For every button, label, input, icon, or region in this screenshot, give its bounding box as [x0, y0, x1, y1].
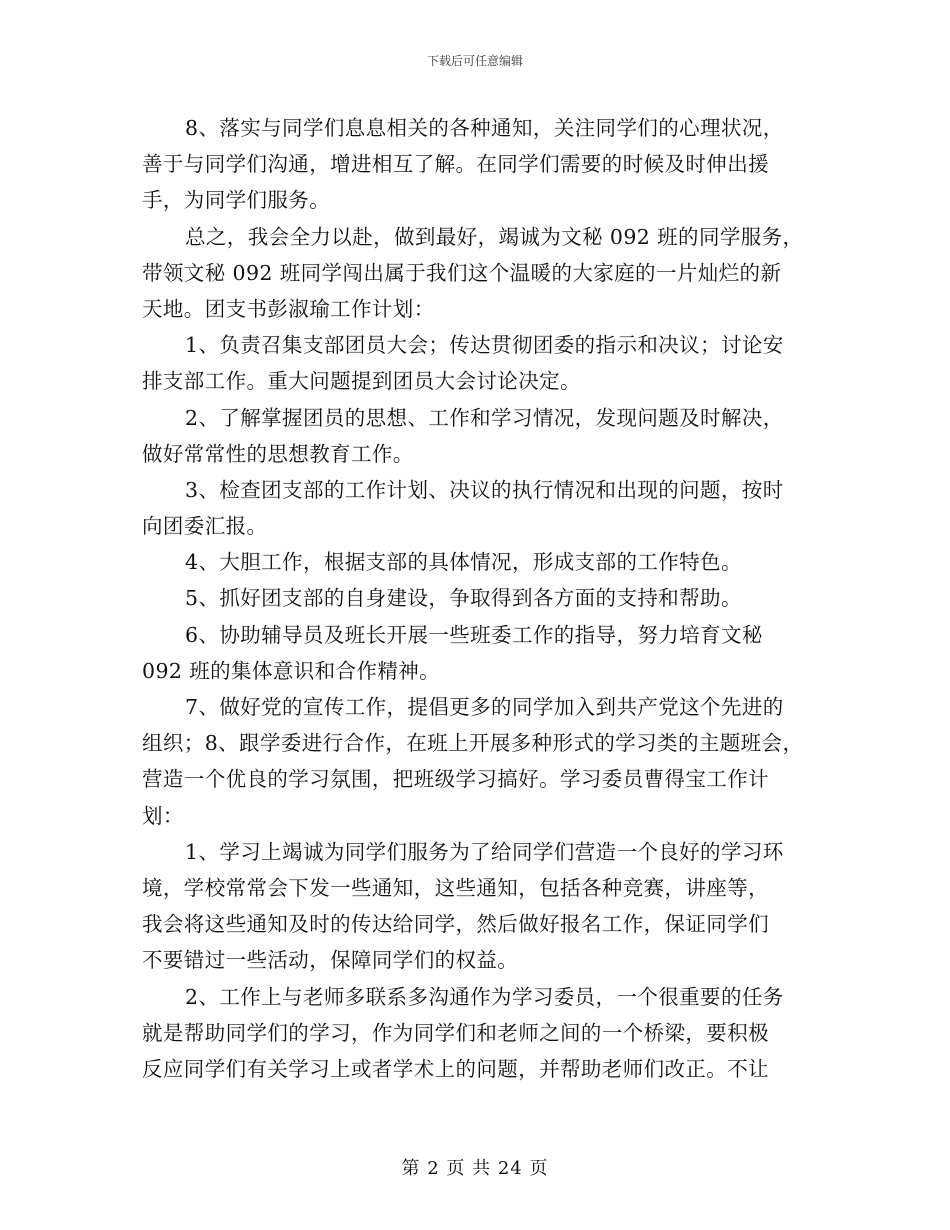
- paragraph-line: 天地。团支书彭淑瑜工作计划：: [142, 296, 435, 321]
- paragraph: [142, 580, 814, 616]
- paragraph: [142, 219, 814, 328]
- paragraph: [142, 617, 814, 689]
- page-number-footer: 第 2 页 共 24 页: [401, 1158, 549, 1179]
- paragraph-line: 092 班的集体意识和合作精神。: [142, 658, 441, 683]
- paragraph-line: 1、学习上竭诚为同学们服务为了给同学们营造一个良好的学习环: [185, 839, 784, 864]
- paragraph-line: 境，学校常常会下发一些通知，这些通知，包括各种竞赛，讲座等，: [142, 875, 769, 900]
- paragraph: [142, 472, 814, 544]
- paragraph-line: 我会将这些通知及时的传达给同学，然后做好报名工作，保证同学们: [142, 912, 769, 937]
- paragraph-line: 反应同学们有关学习上或者学术上的问题，并帮助老师们改正。不让: [142, 1056, 769, 1081]
- paragraph: [142, 544, 814, 580]
- paragraph: [142, 689, 814, 834]
- page-header: 下载后可任意编辑: [426, 54, 523, 68]
- paragraph-line: 2、工作上与老师多联系多沟通作为学习委员，一个很重要的任务: [185, 984, 784, 1009]
- paragraph: [142, 979, 814, 1088]
- paragraph-line: 1、负责召集支部团员大会；传达贯彻团委的指示和决议；讨论安: [185, 333, 784, 358]
- paragraph-line: 4、大胆工作，根据支部的具体情况，形成支部的工作特色。: [185, 550, 742, 575]
- paragraph-line: 8、落实与同学们息息相关的各种通知，关注同学们的心理状况，: [185, 116, 784, 140]
- paragraph: [142, 110, 814, 219]
- paragraph-line: 就是帮助同学们的学习，作为同学们和老师之间的一个桥梁，要积极: [142, 1020, 769, 1045]
- paragraph-line: 善于与同学们沟通，增进相互了解。在同学们需要的时候及时伸出援: [142, 152, 769, 177]
- paragraph-line: 营造一个优良的学习氛围，把班级学习搞好。学习委员曹得宝工作计: [142, 767, 769, 792]
- paragraph-line: 2、了解掌握团员的思想、工作和学习情况，发现问题及时解决，: [185, 405, 784, 430]
- paragraph: [142, 834, 814, 979]
- paragraph-line: 组织；8、跟学委进行合作，在班上开展多种形式的学习类的主题班会，: [142, 731, 804, 756]
- paragraph-line: 划：: [142, 803, 184, 828]
- paragraph-line: 总之，我会全力以赴，做到最好，竭诚为文秘 092 班的同学服务，: [185, 224, 804, 249]
- paragraph-line: 3、检查团支部的工作计划、决议的执行情况和出现的问题，按时: [185, 477, 784, 502]
- paragraph-line: 手，为同学们服务。: [142, 188, 331, 213]
- paragraph-line: 5、抓好团支部的自身建设，争取得到各方面的支持和帮助。: [185, 586, 742, 611]
- paragraph-line: 向团委汇报。: [142, 514, 268, 539]
- paragraph-line: 带领文秘 092 班同学闯出属于我们这个温暖的大家庭的一片灿烂的新: [142, 260, 782, 285]
- paragraph-line: 7、做好党的宣传工作，提倡更多的同学加入到共产党这个先进的: [185, 695, 784, 719]
- paragraph-line: 6、协助辅导员及班长开展一些班委工作的指导，努力培育文秘: [185, 622, 763, 647]
- paragraph: [142, 327, 814, 399]
- paragraph-line: 做好常常性的思想教育工作。: [142, 441, 414, 466]
- paragraph: [142, 400, 814, 472]
- paragraph-line: 不要错过一些活动，保障同学们的权益。: [142, 948, 519, 973]
- paragraph-line: 排支部工作。重大问题提到团员大会讨论决定。: [142, 369, 581, 394]
- document-body: [142, 110, 814, 1087]
